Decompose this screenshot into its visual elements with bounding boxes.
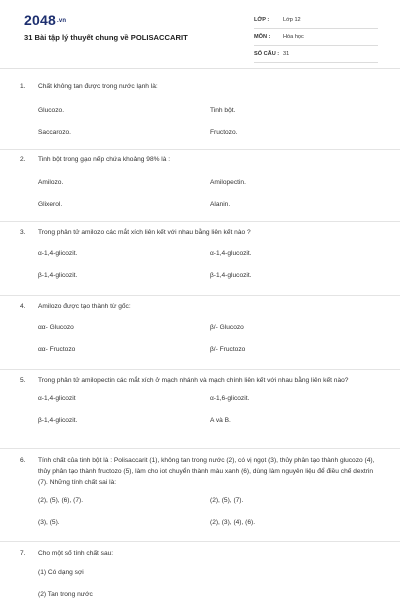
- option-c[interactable]: β-1,4-glicozit.: [38, 272, 78, 279]
- option-d[interactable]: β-1,4-glucozit.: [210, 272, 252, 279]
- option-b[interactable]: β/- Glucozo: [210, 324, 244, 331]
- option-b[interactable]: (2), (5), (7).: [210, 497, 244, 504]
- option-a[interactable]: α-1,4-glicozit: [38, 395, 76, 402]
- question-number: 6.: [20, 457, 26, 464]
- question-number: 7.: [20, 550, 26, 557]
- question-stem: 3. Trong phân tử amilozo các mắt xích liên kết với nhau bằng liên kết nào ?: [20, 229, 251, 236]
- option-c[interactable]: αα- Fructozo: [38, 346, 76, 353]
- meta-label: MÔN :: [254, 34, 271, 40]
- option-c[interactable]: (3), (5).: [38, 519, 60, 526]
- question-number: 1.: [20, 83, 26, 90]
- question-2: [0, 150, 400, 222]
- meta-row-class: [254, 12, 378, 29]
- question-5: [0, 370, 400, 449]
- meta-row-subject: [254, 29, 378, 46]
- option-list: [0, 317, 400, 361]
- question-stem: 4. Amilozo được tạo thành từ gốc:: [20, 303, 131, 310]
- question-6: [0, 449, 400, 542]
- option-a[interactable]: αα- Glucozo: [38, 324, 74, 331]
- option-c[interactable]: β-1,4-glicozit.: [38, 417, 78, 424]
- page-header: [0, 0, 400, 69]
- option-d[interactable]: Alanin.: [210, 201, 231, 208]
- meta-row-count: [254, 46, 378, 63]
- option-list: [0, 172, 400, 216]
- question-stem: 1. Chất không tan được trong nước lạnh là:: [20, 83, 158, 90]
- meta-value: Hóa học: [283, 34, 304, 40]
- option-a[interactable]: (2), (5), (6), (7).: [38, 497, 84, 504]
- option-d[interactable]: (2), (3), (4), (6).: [210, 519, 256, 526]
- question-stem: 2. Tinh bột trong gạo nếp chứa khoảng 98% là :: [20, 156, 171, 163]
- option-d[interactable]: A và B.: [210, 417, 231, 424]
- option-a[interactable]: α-1,4-glicozit.: [38, 250, 78, 257]
- question-number: 3.: [20, 229, 26, 236]
- meta-info: [254, 12, 378, 63]
- option-list: [0, 243, 400, 287]
- question-stem: 6. Tính chất của tinh bột là : Polisaccarit (1), không tan trong nước (2), có vị ngọt (3), thủy phân tạo thành glucozo (4), thủy phân tạo thành fructozo (5), làm cho iot chuyển thành màu xanh (6), dùng làm nguyên liệu để điều chế dextrin (7). Những tính chất sai là:: [20, 457, 375, 486]
- option-list: [0, 490, 400, 534]
- meta-value: Lớp 12: [283, 17, 301, 23]
- meta-label: SỐ CÂU :: [254, 51, 280, 57]
- option-a[interactable]: Amilozo.: [38, 179, 64, 186]
- option-c[interactable]: Glixerol.: [38, 201, 63, 208]
- option-list: [0, 100, 400, 144]
- question-7: [0, 542, 400, 606]
- meta-value: 31: [283, 51, 290, 57]
- question-3: [0, 222, 400, 296]
- question-stem: 5. Trong phân tử amilopectin các mắt xích ở mạch nhánh và mạch chính liên kết với nhau bằng liên kết nào?: [20, 377, 349, 384]
- question-number: 2.: [20, 156, 26, 163]
- property-item: (1) Có dạng sợi: [38, 569, 84, 576]
- property-item: (2) Tan trong nước: [38, 591, 93, 598]
- page-title: 31 Bài tập lý thuyết chung về POLISACCARIT: [24, 33, 188, 42]
- option-d[interactable]: Fructozo.: [210, 129, 238, 136]
- question-number: 5.: [20, 377, 26, 384]
- question-stem: 7. Cho một số tính chất sau:: [20, 550, 114, 557]
- question-list: [0, 78, 400, 606]
- option-b[interactable]: Amilopectin.: [210, 179, 246, 186]
- question-number: 4.: [20, 303, 26, 310]
- question-4: [0, 296, 400, 370]
- option-d[interactable]: β/- Fructozo: [210, 346, 246, 353]
- meta-label: LỚP :: [254, 17, 270, 23]
- question-1: [0, 78, 400, 150]
- option-b[interactable]: α-1,4-glucozit.: [210, 250, 252, 257]
- option-c[interactable]: Saccarozo.: [38, 129, 71, 136]
- option-b[interactable]: α-1,6-glicozit.: [210, 395, 250, 402]
- site-logo[interactable]: 2048.vn: [24, 12, 67, 28]
- option-list: [0, 388, 400, 432]
- option-b[interactable]: Tinh bột.: [210, 107, 236, 114]
- option-a[interactable]: Glucozo.: [38, 107, 65, 114]
